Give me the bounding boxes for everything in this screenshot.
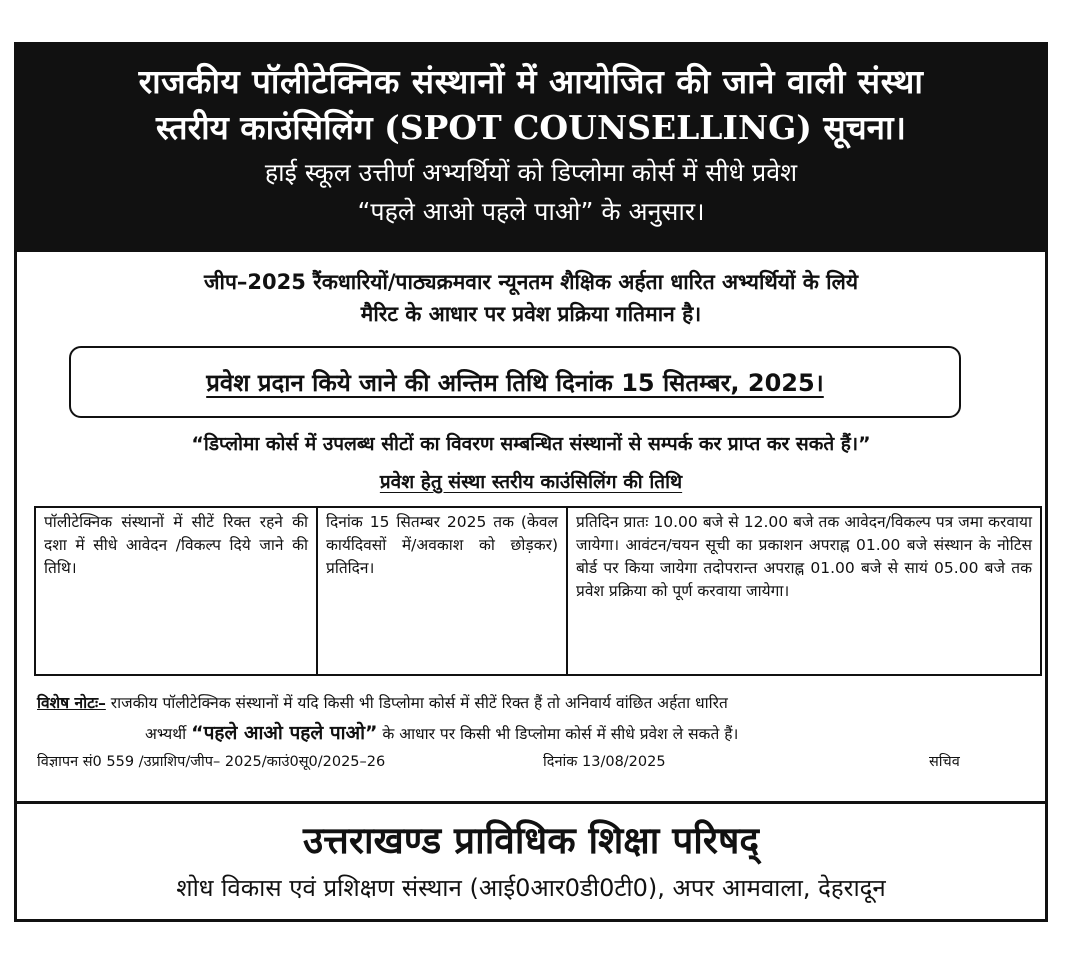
special-note <box>31 688 1031 749</box>
special-note-text2-post: के आधार पर किसी भी डिप्लोमा कोर्स में सीधे प्रवेश ले सकते हैं। <box>377 725 739 743</box>
schedule-cell-description: पॉलीटेक्निक संस्थानों में सीटें रिक्त रहने की दशा में सीधे आवेदन /विकल्प दिये जाने की तिथि। <box>35 507 317 675</box>
intro-line1: जीप–2025 रैंकधारियों/पाठ्यक्रमवार न्यूनतम शैक्षिक अर्हता धारित अभ्यर्थियों के लिये <box>203 270 859 294</box>
notice-date: दिनांक 13/08/2025 <box>543 754 666 770</box>
header-title-suffix: सूचना। <box>811 108 907 147</box>
header-title-line2 <box>17 105 1045 151</box>
schedule-title: प्रवेश हेतु संस्था स्तरीय काउंसिलिंग की तिथि <box>379 471 683 493</box>
table-row <box>35 507 1041 675</box>
organization-name: उत्तराखण्ड प्राविधिक शिक्षा परिषद् <box>302 819 759 862</box>
deadline-text: प्रवेश प्रदान किये जाने की अन्तिम तिथि दिनांक 15 सितम्बर, 2025। <box>206 368 824 397</box>
special-note-text1: राजकीय पॉलीटेक्निक संस्थानों में यदि किसी भी डिप्लोमा कोर्स में सीटें रिक्त हैं तो अनिवार्य वांछित अर्हता धारित <box>105 694 728 712</box>
notice-document <box>14 42 1048 922</box>
signatory: सचिव <box>929 754 960 770</box>
notice-header <box>17 45 1045 252</box>
special-note-slogan: “पहले आओ पहले पाओ” <box>191 722 378 744</box>
reference-line <box>31 751 1031 777</box>
schedule-table <box>34 506 1042 676</box>
header-title-english: (SPOT COUNSELLING) <box>384 108 812 147</box>
organization-address: शोध विकास एवं प्रशिक्षण संस्थान (आई0आर0डी0टी0), अपर आमवाला, देहरादून <box>176 874 886 902</box>
header-title-hindi: स्तरीय काउंसिलिंग <box>155 108 385 147</box>
intro-text <box>31 266 1031 330</box>
schedule-cell-dates: दिनांक 15 सितम्बर 2025 तक (केवल कार्यदिवसों में/अवकाश को छोड़कर) प्रतिदिन। <box>317 507 567 675</box>
header-title-line1: राजकीय पॉलीटेक्निक संस्थानों में आयोजित की जाने वाली संस्था <box>138 62 924 101</box>
special-note-label: विशेष नोटः– <box>37 694 106 712</box>
schedule-cell-timings: प्रतिदिन प्रातः 10.00 बजे से 12.00 बजे तक आवेदन/विकल्प पत्र जमा करवाया जायेगा। आवंटन/चयन सूची का प्रकाशन अपराह्न 01.00 बजे संस्थान के नोटिस बोर्ड पर किया जायेगा तदोपरान्त अपराह्न 01.00 बजे से सायं 05.00 बजे तक प्रवेश प्रक्रिया को पूर्ण करवाया जायेगा। <box>567 507 1041 675</box>
special-note-line2 <box>37 718 1031 749</box>
advertisement-number: विज्ञापन सं0 559 /उप्राशिप/जीप– 2025/काउं0सू0/2025–26 <box>37 754 386 770</box>
deadline-box <box>69 346 961 418</box>
header-subtitle-line1: हाई स्कूल उत्तीर्ण अभ्यर्थियों को डिप्लोमा कोर्स में सीधे प्रवेश <box>264 158 798 187</box>
header-subtitle-line2: “पहले आओ पहले पाओ” के अनुसार। <box>357 197 705 226</box>
seat-info-quote: “डिप्लोमा कोर्स में उपलब्ध सीटों का विवरण सम्बन्धित संस्थानों से सम्पर्क कर प्राप्त कर सकते हैं।” <box>191 433 871 455</box>
notice-body <box>17 266 1045 777</box>
notice-footer <box>17 801 1045 919</box>
special-note-text2-pre: अभ्यर्थी <box>145 725 192 743</box>
special-note-line1 <box>37 688 1031 718</box>
intro-line2: मैरिट के आधार पर प्रवेश प्रक्रिया गतिमान है। <box>360 302 702 326</box>
